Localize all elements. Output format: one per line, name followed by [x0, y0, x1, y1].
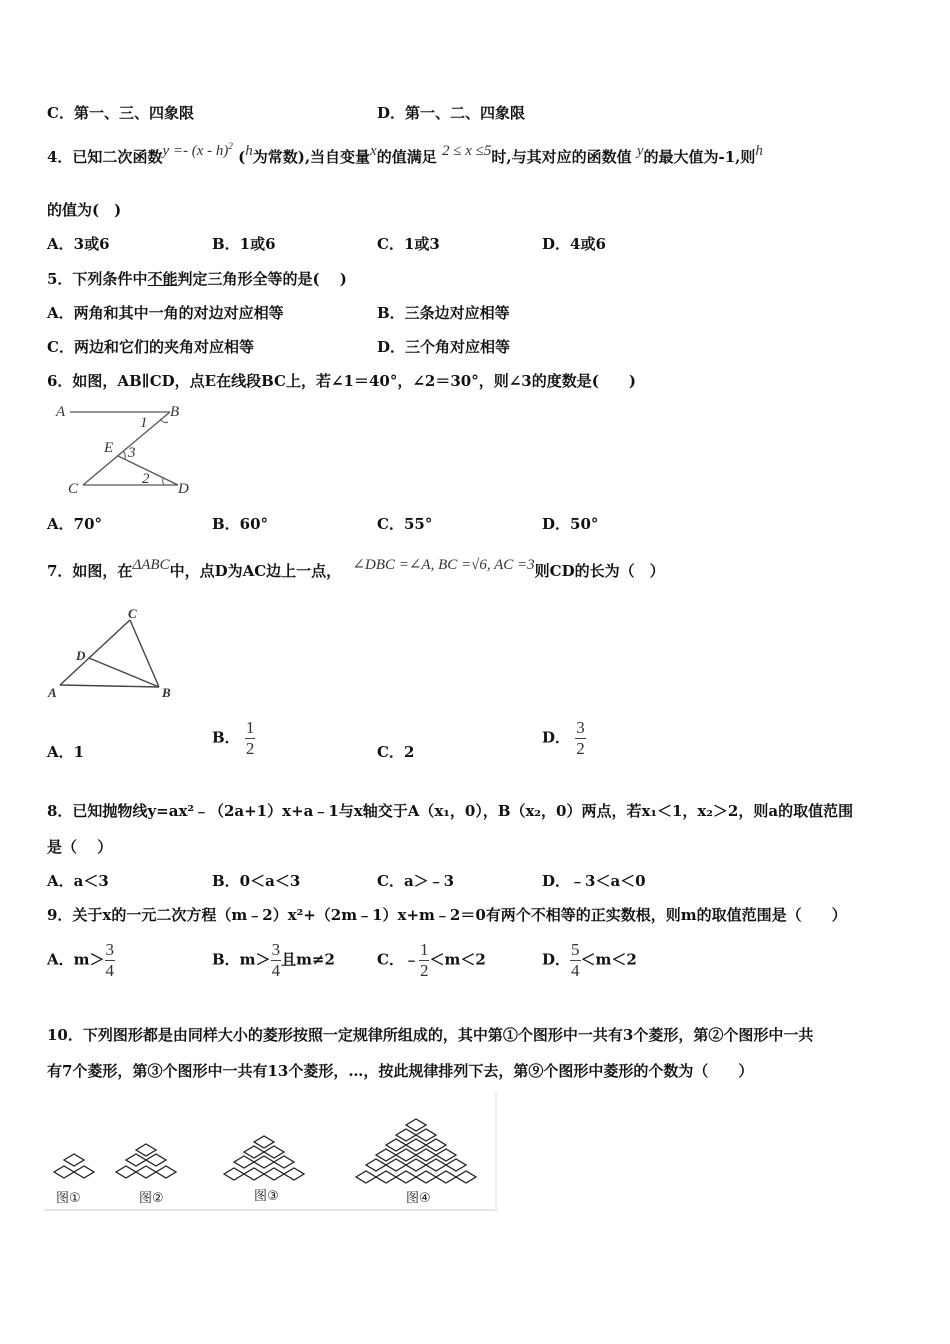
q3-option-d: D．第一、二、四象限: [377, 104, 526, 122]
q7-figure: [46, 605, 181, 700]
q7-prefix: 7．如图，在: [47, 562, 133, 580]
q4-mid1: 为常数),当自变量: [252, 148, 371, 166]
q9-d-numerator: 5: [571, 940, 580, 959]
q7-option-d-letter: D．: [542, 728, 571, 747]
q9-option-a: [47, 940, 115, 981]
q4-var-h: h: [245, 143, 253, 159]
q7-option-a: A．1: [47, 743, 85, 761]
q6-stem: 6．如图，AB∥CD，点E在线段BC上，若∠1＝40°，∠2＝30°，则∠3的度数是( ): [47, 372, 636, 390]
q6-figure: [50, 396, 200, 498]
q4-function-body: y =- (x - h): [162, 143, 229, 159]
q4-option-d: D．4或6: [542, 235, 606, 253]
q9-stem: 9．关于x的一元二次方程（m﹣2）x²+（2m﹣1）x+m﹣2＝0有两个不相等的正实数根，则m的取值范围是（ ）: [47, 906, 847, 924]
q6-option-b: B．60°: [212, 515, 269, 533]
q5-option-a: A．两角和其中一角的对边对应相等: [47, 304, 284, 322]
q7-mid: 中，点D为AC边上一点，: [169, 562, 342, 580]
q5-option-b: B．三条边对应相等: [377, 304, 510, 322]
q4-var-y: y: [636, 143, 644, 159]
q7-suffix: 则CD的长为（ ）: [534, 562, 665, 580]
q8-option-b: B．0＜a＜3: [212, 872, 301, 890]
q6-option-d: D．50°: [542, 515, 599, 533]
q5-stem-end: 判定三角形全等的是( ): [177, 270, 347, 288]
q4-var-x: x: [370, 143, 377, 159]
q7-label-a: A: [48, 685, 57, 700]
q6-label-e: E: [104, 440, 114, 456]
q4-mid2: 的值满足: [376, 148, 437, 166]
q4-function-exponent: 2: [228, 141, 233, 151]
q6-label-a: A: [56, 404, 66, 420]
q9-option-c: [377, 940, 486, 981]
q9-d-denominator: 4: [571, 961, 580, 980]
q7-label-d: D: [76, 648, 86, 663]
q8-option-a: A．a＜3: [47, 872, 109, 890]
q7-stem: [47, 557, 665, 581]
q9-b-denominator: 4: [271, 961, 281, 980]
q7-label-c: C: [128, 606, 137, 621]
q9-c-denominator: 2: [419, 961, 429, 980]
q5-stem: [47, 268, 347, 289]
q7-condition: ∠DBC =∠A, BC =√6, AC =3: [352, 557, 535, 573]
q9-d-tail: ＜m＜2: [580, 950, 637, 969]
q6-label-c: C: [68, 481, 79, 497]
q7-label-b: B: [162, 685, 171, 700]
q4-prefix: 4．已知二次函数: [47, 148, 163, 166]
q10-stem-line2: 有7个菱形，第③个图形中一共有13个菱形，…，按此规律排列下去，第⑨个图形中菱形的个数为（ ）: [47, 1062, 754, 1080]
q6-angle-3-arc: [123, 451, 125, 459]
q6-option-c: C．55°: [377, 515, 433, 533]
q3-option-c: C．第一、三、四象限: [47, 104, 194, 122]
q10-stem: 10．下列图形都是由同样大小的菱形按照一定规律所组成的，其中第①个图形中一共有3个菱形，第②个图形中一共: [47, 1026, 814, 1044]
q5-option-c: C．两边和它们的夹角对应相等: [47, 338, 254, 356]
q7-d-numerator: 3: [576, 718, 585, 737]
q5-stem-start: 5．下列条件中: [47, 270, 148, 288]
q8-stem: 8．已知抛物线y=ax²﹣（2a+1）x+a﹣1与x轴交于A（x₁，0），B（x₂，0）两点，若x₁＜1，x₂＞2，则a的取值范围: [47, 802, 854, 820]
q6-label-1: 1: [140, 415, 148, 431]
q4-stem-line2: 的值为( ): [47, 201, 122, 219]
q10-label-fig4: 图④: [406, 1191, 431, 1206]
q9-d-text: D．: [542, 950, 571, 969]
q10-label-fig2: 图②: [139, 1191, 164, 1206]
q6-line-bc: [83, 412, 170, 485]
q6-label-d: D: [178, 481, 189, 497]
q10-label-fig3: 图③: [254, 1189, 279, 1204]
q10-figure: [44, 1092, 498, 1212]
q9-b-numerator: 3: [271, 940, 281, 959]
q9-c-numerator: 1: [419, 940, 429, 959]
q7-option-c: C．2: [377, 743, 415, 761]
q4-paren: (: [238, 148, 246, 166]
q7-side-ab: [60, 685, 159, 687]
q4-function: [162, 143, 232, 159]
q10-label-fig1: 图①: [56, 1191, 81, 1206]
q7-option-b: [212, 718, 255, 759]
q9-b-tail: 且m≠2: [281, 950, 335, 969]
q9-a-fraction: [105, 940, 116, 981]
q4-var-h2: h: [755, 143, 763, 159]
q8-stem-line2: 是（ ）: [47, 838, 113, 856]
q4-range: 2 ≤ x ≤5: [441, 143, 492, 159]
q9-option-d: [542, 940, 637, 981]
q9-a-text: A．m＞: [47, 950, 105, 969]
q4-mid4: 的最大值为-1,则: [643, 148, 756, 166]
q7-b-denominator: 2: [245, 739, 255, 758]
q9-b-text: B．m＞: [212, 950, 271, 969]
q9-d-fraction: [570, 940, 581, 981]
q9-c-fraction: [419, 940, 430, 981]
q9-c-text: C．﹣: [377, 950, 419, 969]
q9-a-numerator: 3: [105, 940, 115, 959]
q7-side-ac: [60, 620, 130, 685]
q6-label-2: 2: [142, 471, 150, 487]
q5-underlined: 不能: [147, 270, 178, 288]
q6-option-a: A．70°: [47, 515, 103, 533]
q9-a-denominator: 4: [105, 961, 115, 980]
q9-b-fraction: [271, 940, 282, 981]
q4-stem: [47, 141, 763, 167]
q7-option-b-letter: B．: [212, 728, 240, 747]
q9-option-b: [212, 940, 335, 981]
q4-option-a: A．3或6: [47, 235, 110, 253]
q7-d-denominator: 2: [576, 739, 585, 758]
q4-option-c: C．1或3: [377, 235, 440, 253]
q7-option-d: [542, 718, 586, 759]
q6-angle-2-arc: [163, 478, 164, 485]
q8-option-c: C．a＞﹣3: [377, 872, 455, 890]
q6-label-b: B: [170, 404, 180, 420]
q7-b-numerator: 1: [245, 718, 255, 737]
q4-option-b: B．1或6: [212, 235, 276, 253]
q7-option-b-fraction: [245, 718, 256, 759]
q9-c-tail: ＜m＜2: [429, 950, 486, 969]
q6-label-3: 3: [128, 445, 136, 461]
q7-triangle: ΔABC: [132, 557, 170, 573]
q7-option-d-fraction: [575, 718, 586, 759]
q8-option-d: D．﹣3＜a＜0: [542, 872, 646, 890]
q4-mid3: 时,与其对应的函数值: [491, 148, 632, 166]
q5-option-d: D．三个角对应相等: [377, 338, 511, 356]
